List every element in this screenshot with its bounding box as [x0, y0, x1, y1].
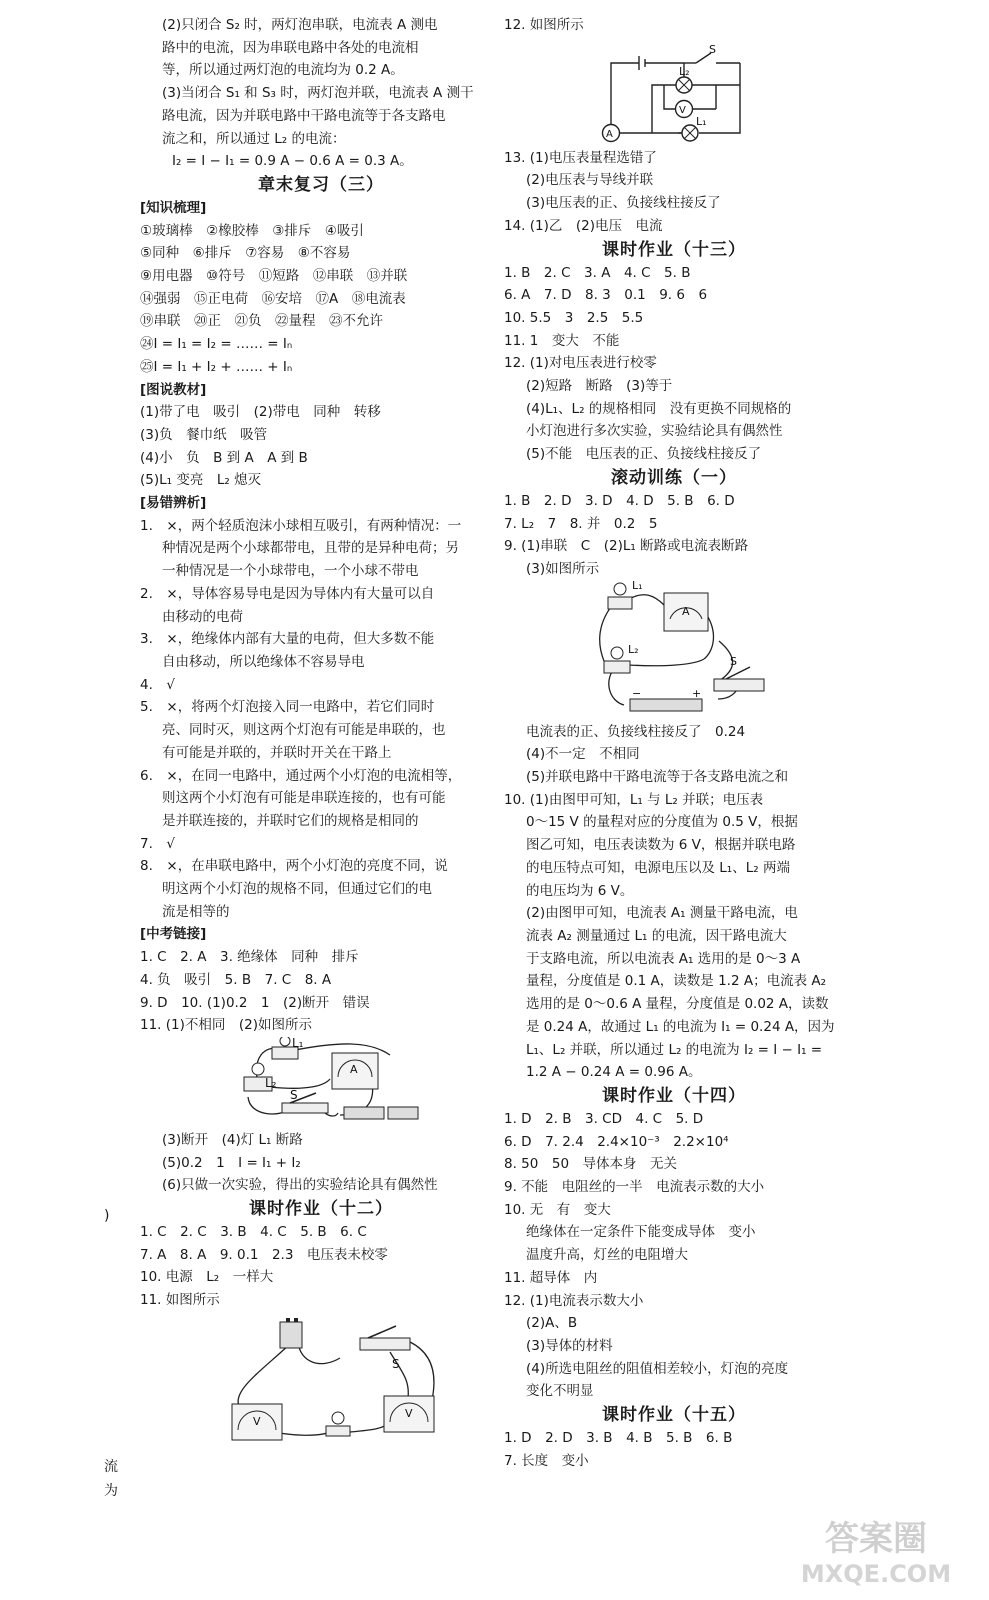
answer-line: 7. A 8. A 9. 0.1 2.3 电压表未校零: [140, 1246, 388, 1263]
answer-line: L₁、L₂ 并联，所以通过 L₂ 的电流为 I₂ = I − I₁ =: [526, 1041, 823, 1058]
answer-line: 13. (1)电压表量程选错了: [504, 149, 657, 166]
section-title: 课时作业（十二）: [249, 1199, 393, 1220]
answer-line: 0～15 V 的量程对应的分度值为 0.5 V，根据: [526, 814, 798, 831]
subsection-label: [知识梳理]: [140, 199, 207, 216]
figure-f1: [140, 1037, 502, 1129]
svg-text:S: S: [709, 42, 716, 56]
answer-line: 路中的电流，因为串联电路中各处的电流相: [162, 39, 419, 56]
answer-line: (5)并联电路中干路电流等于各支路电流之和: [526, 769, 789, 786]
answer-line: 11. 如图所示: [140, 1292, 220, 1309]
section-title: 章末复习（三）: [258, 174, 384, 195]
answer-line: 4. √: [140, 676, 175, 693]
answer-line: (4)L₁、L₂ 的规格相同 没有更换不同规格的: [526, 400, 792, 417]
answer-line: 电流表的正、负接线柱接反了 0.24: [526, 723, 746, 740]
answer-line: 8. 50 50 导体本身 无关: [504, 1156, 678, 1173]
answer-line: (2)A、B: [526, 1315, 578, 1332]
answer-line: ①玻璃棒 ②橡胶棒 ③排斥 ④吸引: [140, 222, 364, 239]
answer-line: 1. B 2. D 3. D 4. D 5. B 6. D: [504, 492, 735, 509]
figure-f4: [504, 581, 844, 721]
answer-line: 变化不明显: [526, 1383, 594, 1400]
answer-line: ⑲串联 ⑳正 ㉑负 ㉒量程 ㉓不允许: [140, 313, 383, 330]
answer-line: ㉔I = I₁ = I₂ = …… = Iₙ: [140, 336, 293, 353]
answer-line: 路电流，因为并联电路中干路电流等于各支路电: [162, 107, 446, 124]
answer-line: 明这两个小灯泡的规格不同，但通过它们的电: [162, 881, 432, 898]
answer-line: 10. (1)由图甲可知，L₁ 与 L₂ 并联；电压表: [504, 791, 764, 808]
answer-line: 7. 长度 变小: [504, 1452, 589, 1469]
answer-line: 14. (1)乙 (2)电压 电流: [504, 217, 663, 234]
answer-line: 8. ×，在串联电路中，两个小灯泡的亮度不同，说: [140, 858, 448, 875]
circuit-figure-12: [504, 37, 844, 147]
answer-line: 流是相等的: [162, 903, 230, 920]
answer-line: 9. D 10. (1)0.2 1 (2)断开 错误: [140, 994, 370, 1011]
answer-line: ⑤同种 ⑥排斥 ⑦容易 ⑧不容易: [140, 245, 351, 262]
answer-line: (6)只做一次实验，得出的实验结论具有偶然性: [162, 1177, 438, 1194]
answer-line: (3)断开 (4)灯 L₁ 断路: [162, 1131, 303, 1148]
left-column: [140, 14, 502, 1442]
section-title: 滚动训练（一）: [611, 467, 737, 488]
answer-line: 种情况是两个小球都带电，且带的是异种电荷；另: [162, 540, 459, 557]
section-title: 课时作业（十五）: [602, 1405, 746, 1426]
answer-line: 7. √: [140, 835, 175, 852]
answer-line: 12. (1)对电压表进行校零: [504, 355, 657, 372]
svg-text:+: +: [692, 686, 702, 700]
answer-line: 11. (1)不相同 (2)如图所示: [140, 1017, 313, 1034]
answer-line: (2)只闭合 S₂ 时，两灯泡串联，电流表 A 测电: [162, 17, 438, 33]
answer-line: 12. (1)电流表示数大小: [504, 1292, 644, 1309]
answer-line: 有可能是并联的，并联时开关在干路上: [162, 744, 392, 761]
svg-text:L₂: L₂: [265, 1075, 277, 1090]
section-title: 课时作业（十三）: [602, 239, 746, 260]
figure-f2: [140, 1312, 502, 1442]
answer-line: 2. ×，导体容易导电是因为导体内有大量可以自: [140, 585, 435, 602]
answer-line: ⑭强弱 ⑮正电荷 ⑯安培 ⑰A ⑱电流表: [140, 290, 406, 307]
answer-line: 流之和，所以通过 L₂ 的电流：: [162, 130, 346, 147]
answer-line: (4)所选电阻丝的阻值相差较小，灯泡的亮度: [526, 1360, 789, 1377]
figure-f3: [504, 37, 844, 147]
answer-line: 9. 不能 电阻丝的一半 电流表示数的大小: [504, 1179, 765, 1196]
answer-line: 是 0.24 A，故通过 L₁ 的电流为 I₁ = 0.24 A，因为: [526, 1018, 835, 1035]
answer-line: (3)当闭合 S₁ 和 S₃ 时，两灯泡并联，电流表 A 测干: [162, 85, 474, 102]
svg-text:−: −: [632, 686, 642, 700]
svg-text:S: S: [290, 1087, 298, 1102]
svg-text:V: V: [405, 1406, 413, 1420]
circuit-figure-12-11: [140, 1312, 502, 1442]
answer-line: 等，所以通过两灯泡的电流均为 0.2 A。: [162, 62, 404, 79]
answer-line: 的电压均为 6 V。: [526, 882, 634, 899]
answer-line: 1. C 2. C 3. B 4. C 5. B 6. C: [140, 1224, 367, 1241]
answer-line: 10. 电源 L₂ 一样大: [140, 1269, 274, 1286]
answer-line: 于支路电流，所以电流表 A₁ 选用的是 0～3 A: [526, 950, 801, 967]
right-column: [504, 14, 844, 1472]
svg-text:L₂: L₂: [628, 642, 639, 656]
answer-line: (5)L₁ 变亮 L₂ 熄灭: [140, 472, 262, 489]
answer-line: 是并联连接的，并联时它们的规格是相同的: [162, 812, 419, 829]
answer-line: (3)如图所示: [526, 560, 600, 577]
section-title: 课时作业（十四）: [602, 1085, 746, 1106]
svg-text:MXQE.COM: MXQE.COM: [800, 1560, 952, 1588]
answer-line: 温度升高，灯丝的电阻增大: [526, 1247, 688, 1264]
answer-line: 1. ×，两个轻质泡沫小球相互吸引，有两种情况：一: [140, 517, 462, 534]
svg-text:L₁: L₁: [632, 580, 643, 592]
answer-line: I₂ = I − I₁ = 0.9 A − 0.6 A = 0.3 A。: [172, 153, 413, 170]
margin-char-1: 流: [104, 1459, 118, 1475]
svg-text:L₁: L₁: [292, 1036, 304, 1050]
answer-line: (2)由图甲可知，电流表 A₁ 测量干路电流，电: [526, 905, 798, 922]
answer-line: 5. ×，将两个灯泡接入同一电路中，若它们同时: [140, 699, 435, 716]
answer-line: (2)电压表与导线并联: [526, 172, 654, 189]
answer-line: 7. L₂ 7 8. 并 0.2 5: [504, 515, 658, 532]
answer-line: 小灯泡进行多次实验，实验结论具有偶然性: [526, 423, 783, 440]
answer-line: (4)不一定 不相同: [526, 746, 640, 763]
answer-line: ㉕I = I₁ + I₂ + …… + Iₙ: [140, 358, 293, 375]
circuit-figure-9: [504, 581, 844, 721]
answer-line: 11. 1 变大 不能: [504, 332, 620, 349]
answer-line: 1.2 A − 0.24 A = 0.96 A。: [526, 1064, 702, 1081]
answer-line: 亮、同时灭，则这两个灯泡有可能是串联的，也: [162, 722, 446, 739]
subsection-label: [中考链接]: [140, 926, 207, 943]
answer-line: 3. ×，绝缘体内部有大量的电荷，但大多数不能: [140, 631, 435, 648]
answer-line: 自由移动，所以绝缘体不容易导电: [162, 653, 365, 670]
answer-line: 1. D 2. B 3. CD 4. C 5. D: [504, 1110, 704, 1127]
answer-line: (5)0.2 1 I = I₁ + I₂: [162, 1154, 301, 1171]
answer-line: (1)带了电 吸引 (2)带电 同种 转移: [140, 404, 381, 421]
answer-line: (3)负 餐巾纸 吸管: [140, 426, 268, 443]
answer-line: 6. ×，在同一电路中，通过两个小灯泡的电流相等，: [140, 767, 462, 784]
svg-text:A: A: [350, 1062, 358, 1076]
answer-line: ⑨用电器 ⑩符号 ⑪短路 ⑫串联 ⑬并联: [140, 268, 408, 285]
svg-text:L₁: L₁: [696, 114, 707, 128]
answer-line: 4. 负 吸引 5. B 7. C 8. A: [140, 971, 332, 988]
answer-line: (2)短路 断路 (3)等于: [526, 378, 673, 395]
answer-line: 一种情况是一个小球带电，一个小球不带电: [162, 563, 419, 580]
answer-line: 的电压特点可知，电源电压以及 L₁、L₂ 两端: [526, 859, 790, 876]
answer-line: 则这两个小灯泡有可能是串联连接的，也有可能: [162, 790, 446, 807]
answer-line: 流表 A₂ 测量通过 L₁ 的电流，因干路电流大: [526, 927, 787, 944]
svg-text:A: A: [682, 604, 690, 618]
answer-line: 12. 如图所示: [504, 17, 584, 33]
answer-line: 量程，分度值是 0.1 A，读数是 1.2 A；电流表 A₂: [526, 973, 827, 990]
answer-line: 绝缘体在一定条件下能变成导体 变小: [526, 1224, 756, 1241]
answer-line: 10. 无 有 变大: [504, 1201, 611, 1218]
answer-line: 1. D 2. D 3. B 4. B 5. B 6. B: [504, 1430, 733, 1447]
answer-line: (5)不能 电压表的正、负接线柱接反了: [526, 446, 762, 463]
answer-line: 6. D 7. 2.4 2.4×10⁻³ 2.2×10⁴: [504, 1133, 729, 1150]
svg-text:A: A: [606, 128, 613, 140]
circuit-figure-11: [140, 1037, 502, 1129]
svg-text:V: V: [253, 1414, 261, 1428]
subsection-label: [图说教材]: [140, 381, 207, 398]
margin-char-2: 为: [104, 1483, 118, 1499]
svg-text:V: V: [679, 104, 686, 116]
watermark-logo: [781, 1510, 971, 1590]
svg-text:答案圈: 答案圈: [825, 1519, 927, 1559]
answer-line: 10. 5.5 3 2.5 5.5: [504, 309, 644, 326]
answer-line: 6. A 7. D 8. 3 0.1 9. 6 6: [504, 287, 708, 304]
answer-line: 1. B 2. C 3. A 4. C 5. B: [504, 264, 691, 281]
margin-bracket: ): [104, 1208, 110, 1224]
answer-line: 11. 超导体 内: [504, 1269, 598, 1286]
answer-line: (3)导体的材料: [526, 1337, 613, 1354]
answer-line: 1. C 2. A 3. 绝缘体 同种 排斥: [140, 949, 359, 966]
answer-line: 由移动的电荷: [162, 608, 243, 625]
answer-line: 9. (1)串联 C (2)L₁ 断路或电流表断路: [504, 538, 749, 555]
subsection-label: [易错辨析]: [140, 495, 207, 512]
answer-line: (4)小 负 B 到 A A 到 B: [140, 449, 308, 466]
answer-line: 选用的是 0～0.6 A 量程，分度值是 0.02 A，读数: [526, 996, 829, 1013]
answer-line: 图乙可知，电压表读数为 6 V，根据并联电路: [526, 837, 796, 854]
svg-text:S: S: [730, 654, 737, 668]
svg-text:L₂: L₂: [679, 64, 690, 78]
svg-text:S: S: [392, 1356, 400, 1371]
answer-line: (3)电压表的正、负接线柱接反了: [526, 195, 721, 212]
